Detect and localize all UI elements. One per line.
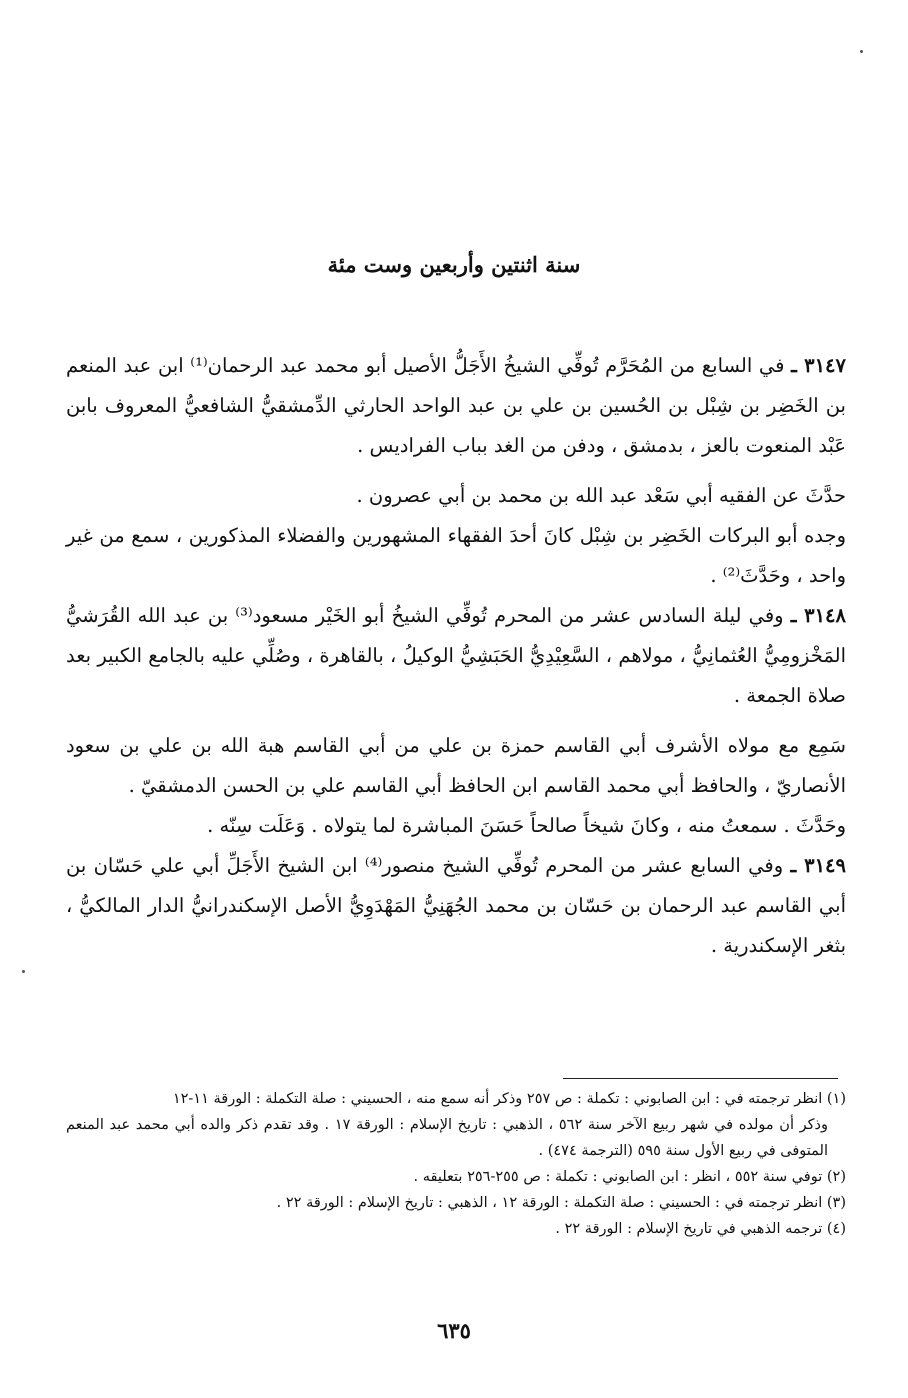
paragraph	[66, 806, 846, 846]
page-heading: سنة اثنتين وأربعين وست مئة	[327, 252, 581, 277]
footnote	[66, 1190, 846, 1216]
entry-number: ٣١٤٨ ـ	[790, 604, 846, 627]
paragraph-text: وفي ليلة السادس عشر من المحرم تُوفِّي الشيخُ أبو الخَيْر مسعود⁽³⁾ بن عبد الله القُرَشيُّ المَخْزومِيُّ العُثمانِيُّ ، مولاهم ، السَّعِيْدِيُّ الحَبَشِيُّ الوكيلُ ، بالقاهرة ، وصُلِّي عليه بالجامع الكبير بعد صلاة الجمعة .	[66, 604, 846, 707]
footnote	[66, 1216, 846, 1242]
paragraph	[66, 476, 846, 516]
footnote-text: وذكر أن مولده في شهر ربيع الآخر سنة ٥٦٢ ، الذهبي : تاريخ الإسلام : الورقة ١٧ . وقد تقدم ذكر والده أبي محمد عبد المنعم المتوفى في ربيع الأول سنة ٥٩٥ (الترجمة ٤٧٤) .	[66, 1117, 828, 1159]
footnote-text: (٢) توفي سنة ٥٥٢ ، انظر : ابن الصابوني : تكملة : ص ٢٥٥-٢٥٦ بتعليقه .	[413, 1169, 846, 1185]
footnote-text: (١) انظر ترجمته في : ابن الصابوني : تكملة : ص ٢٥٧ وذكر أنه سمع منه ، الحسيني : صلة التكملة : الورقة ١١-١٢	[172, 1091, 846, 1107]
footnote	[66, 1086, 846, 1112]
entry-paragraph	[66, 346, 846, 466]
paragraph-text: وحَدَّثَ . سمعتُ منه ، وكانَ شيخاً صالحاً حَسَنَ المباشرة لما يتولاه . وَعَلَت سِنّه .	[207, 814, 846, 837]
footnotes	[66, 1086, 846, 1242]
entry-number: ٣١٤٩ ـ	[790, 854, 846, 877]
footnote-continuation	[66, 1112, 846, 1164]
page-number: ٦٣٥	[437, 1318, 471, 1343]
footnote-text: (٤) ترجمه الذهبي في تاريخ الإسلام : الورقة ٢٢ .	[555, 1221, 846, 1237]
paragraph-text: وفي السابع عشر من المحرم تُوفِّي الشيخ منصور⁽⁴⁾ ابن الشيخ الأَجَلِّ أبي علي حَسّان بن أبي القاسم عبد الرحمان بن حَسّان بن محمد الجُهَنِيُّ المَهْدَوِيُّ الأصل الإسكندرانيُّ الدار المالكيُّ ، بثغر الإسكندرية .	[66, 854, 846, 957]
scan-speck	[22, 970, 25, 973]
paragraph-text: حدَّثَ عن الفقيه أبي سَعْد عبد الله بن محمد بن أبي عصرون .	[356, 484, 846, 507]
paragraph-text: سَمِع مع مولاه الأشرف أبي القاسم حمزة بن علي من أبي القاسم هبة الله بن علي بن سعود الأنصاريّ ، والحافظ أبي محمد القاسم ابن الحافظ أبي القاسم علي بن الحسن الدمشقيّ .	[66, 734, 846, 797]
paragraph	[66, 516, 846, 596]
footnote	[66, 1164, 846, 1190]
paragraph-text: في السابع من المُحَرَّم تُوفِّي الشيخُ الأَجَلُّ الأصيل أبو محمد عبد الرحمان⁽¹⁾ ابن عبد المنعم بن الخَضِر بن شِبْل بن الحُسين بن علي بن عبد الواحد الحارثي الدِّمشقيُّ الشافعيُّ المعروف بابن عَبْد المنعوت بالعز ، بدمشق ، ودفن من الغد بباب الفراديس .	[66, 354, 846, 457]
scan-speck	[860, 50, 863, 53]
paragraph	[66, 726, 846, 806]
footnote-text: (٣) انظر ترجمته في : الحسيني : صلة التكملة : الورقة ١٢ ، الذهبي : تاريخ الإسلام : الورقة ٢٢ .	[276, 1195, 846, 1211]
footnote-divider	[563, 1078, 838, 1079]
paragraph-text: وجده أبو البركات الخَضِر بن شِبْل كانَ أحدَ الفقهاء المشهورين والفضلاء المذكورين ، سمع من غير واحد ، وحَدَّثَ⁽²⁾ .	[66, 524, 846, 587]
entry-number: ٣١٤٧ ـ	[791, 354, 846, 377]
entry-paragraph	[66, 846, 846, 966]
entry-paragraph	[66, 596, 846, 716]
main-text	[66, 346, 846, 966]
